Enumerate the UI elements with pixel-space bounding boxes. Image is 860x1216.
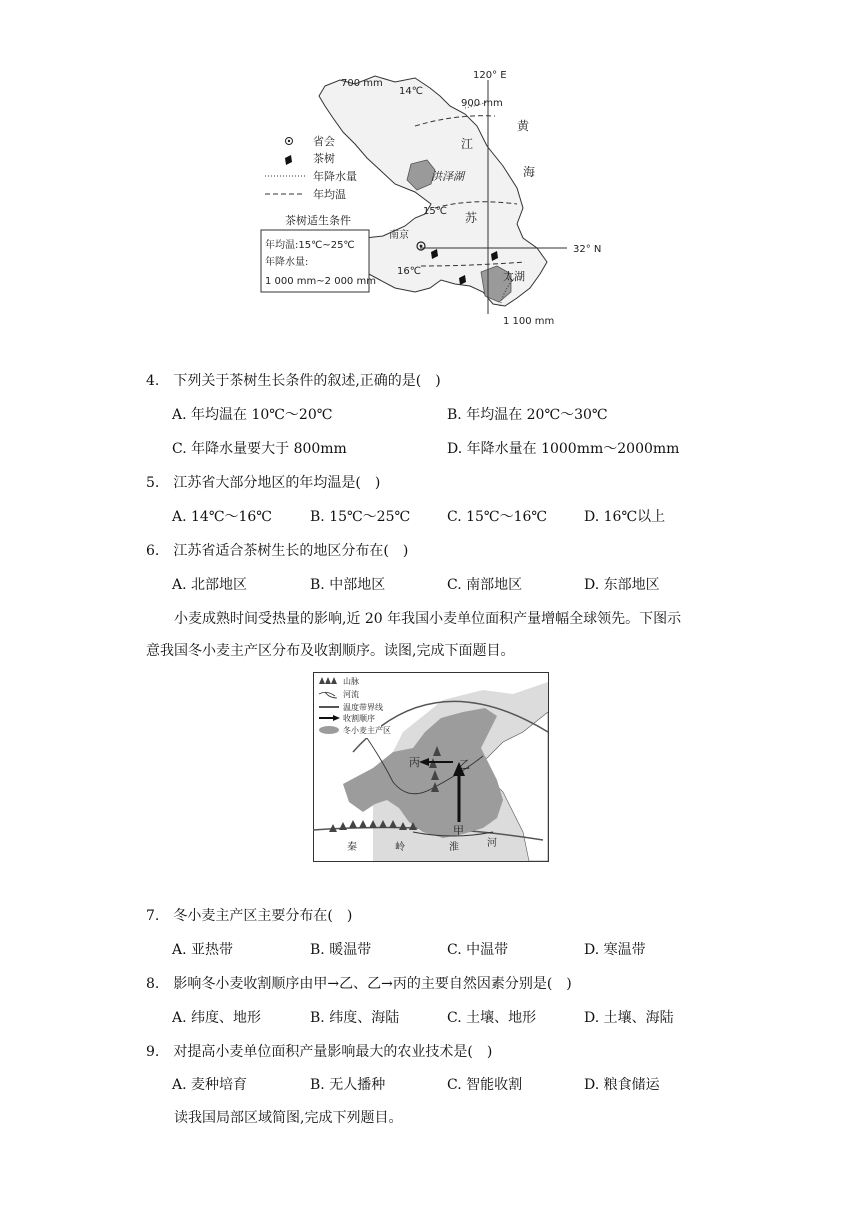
q5-option-b[interactable]: B. 15℃～25℃ (310, 509, 411, 525)
q7-option-a[interactable]: A. 亚热带 (172, 942, 234, 958)
intro-paragraph-2: 读我国局部区域简图,完成下列题目。 (174, 1110, 403, 1126)
label-taihu: 太湖 (503, 270, 525, 283)
q4-option-d[interactable]: D. 年降水量在 1000mm～2000mm (447, 441, 680, 457)
q8-option-d[interactable]: D. 土壤、海陆 (584, 1010, 674, 1026)
label-ling: 岭 (395, 842, 405, 853)
q9-option-a[interactable]: A. 麦种培育 (172, 1077, 248, 1093)
q5-option-c[interactable]: C. 15℃～16℃ (447, 509, 548, 525)
label-hai: 海 (523, 165, 536, 179)
label-14c: 14℃ (399, 86, 423, 97)
box-line3: 1 000 mm~2 000 mm (265, 276, 376, 287)
q4-option-a[interactable]: A. 年均温在 10℃～20℃ (172, 407, 333, 423)
legend-zone-label: 温度带界线 (343, 703, 383, 712)
legend-river-label: 河流 (343, 690, 359, 699)
q8-option-b[interactable]: B. 纬度、海陆 (310, 1010, 400, 1026)
q8-stem: 8. 影响冬小麦收割顺序由甲→乙、乙→丙的主要自然因素分别是( ) (146, 976, 572, 992)
label-jia: 甲 (453, 824, 464, 837)
label-15c: 15℃ (423, 206, 447, 217)
label-huang: 黄 (517, 119, 530, 133)
q9-option-c[interactable]: C. 智能收割 (447, 1077, 523, 1093)
legend-tea-icon (285, 155, 292, 165)
label-bing: 丙 (409, 756, 420, 769)
legend-area-swatch (319, 726, 339, 734)
intro-paragraph-line2: 意我国冬小麦主产区分布及收割顺序。读图,完成下面题目。 (146, 643, 515, 659)
q7-stem: 7. 冬小麦主产区主要分布在( ) (146, 908, 353, 924)
legend-mountain-icon (319, 677, 337, 684)
label-huai: 淮 (449, 842, 459, 853)
q5-option-d[interactable]: D. 16℃以上 (584, 509, 666, 525)
label-32n: 32° N (573, 244, 602, 255)
box-line2: 年降水量: (265, 257, 309, 268)
q6-option-a[interactable]: A. 北部地区 (172, 577, 248, 593)
q6-option-b[interactable]: B. 中部地区 (310, 577, 386, 593)
legend-tea-label: 茶树 (313, 152, 335, 165)
legend-capital-label: 省会 (313, 135, 335, 148)
label-700mm: 700 mm (341, 78, 383, 89)
legend-area-label: 冬小麦主产区 (343, 726, 391, 735)
q7-option-d[interactable]: D. 寒温带 (584, 942, 646, 958)
intro-paragraph-line1: 小麦成熟时间受热量的影响,近 20 年我国小麦单位面积产量增幅全球领先。下图示 (174, 611, 682, 627)
legend-order-label: 收割顺序 (343, 714, 375, 723)
label-su: 苏 (465, 211, 478, 225)
q9-option-b[interactable]: B. 无人播种 (310, 1077, 386, 1093)
jiangsu-tea-map (255, 66, 610, 328)
q6-option-c[interactable]: C. 南部地区 (447, 577, 523, 593)
box-line1: 年均温:15℃~25℃ (265, 240, 355, 251)
q6-stem: 6. 江苏省适合茶树生长的地区分布在( ) (146, 543, 409, 559)
q5-option-a[interactable]: A. 14℃～16℃ (172, 509, 272, 525)
q8-option-a[interactable]: A. 纬度、地形 (172, 1010, 262, 1026)
q7-option-c[interactable]: C. 中温带 (447, 942, 509, 958)
label-1100mm: 1 100 mm (503, 316, 555, 327)
box-title: 茶树适生条件 (285, 214, 351, 227)
label-120e: 120° E (473, 70, 507, 81)
q6-option-d[interactable]: D. 东部地区 (584, 577, 660, 593)
legend-precip-label: 年降水量 (313, 170, 357, 183)
label-jiang: 江 (461, 137, 474, 151)
q4-stem: 4. 下列关于茶树生长条件的叙述,正确的是( ) (146, 373, 441, 389)
q5-stem: 5. 江苏省大部分地区的年均温是( ) (146, 475, 381, 491)
label-qin: 秦 (347, 842, 357, 853)
q9-option-d[interactable]: D. 粮食储运 (584, 1077, 660, 1093)
label-hongze: 洪泽湖 (431, 170, 464, 183)
q4-option-b[interactable]: B. 年均温在 20℃～30℃ (447, 407, 608, 423)
label-900mm: 900 mm (461, 98, 503, 109)
label-16c: 16℃ (397, 266, 421, 277)
legend-temp-label: 年均温 (313, 188, 346, 201)
label-he: 河 (487, 838, 497, 849)
label-nanjing: 南京 (389, 230, 409, 241)
q4-option-c[interactable]: C. 年降水量要大于 800mm (172, 441, 347, 457)
label-yi: 乙 (459, 758, 470, 771)
q9-stem: 9. 对提高小麦单位面积产量影响最大的农业技术是( ) (146, 1044, 493, 1060)
q8-option-c[interactable]: C. 土壤、地形 (447, 1010, 537, 1026)
winter-wheat-map (313, 672, 549, 862)
q7-option-b[interactable]: B. 暖温带 (310, 942, 372, 958)
legend-mountain-label: 山脉 (343, 677, 359, 686)
